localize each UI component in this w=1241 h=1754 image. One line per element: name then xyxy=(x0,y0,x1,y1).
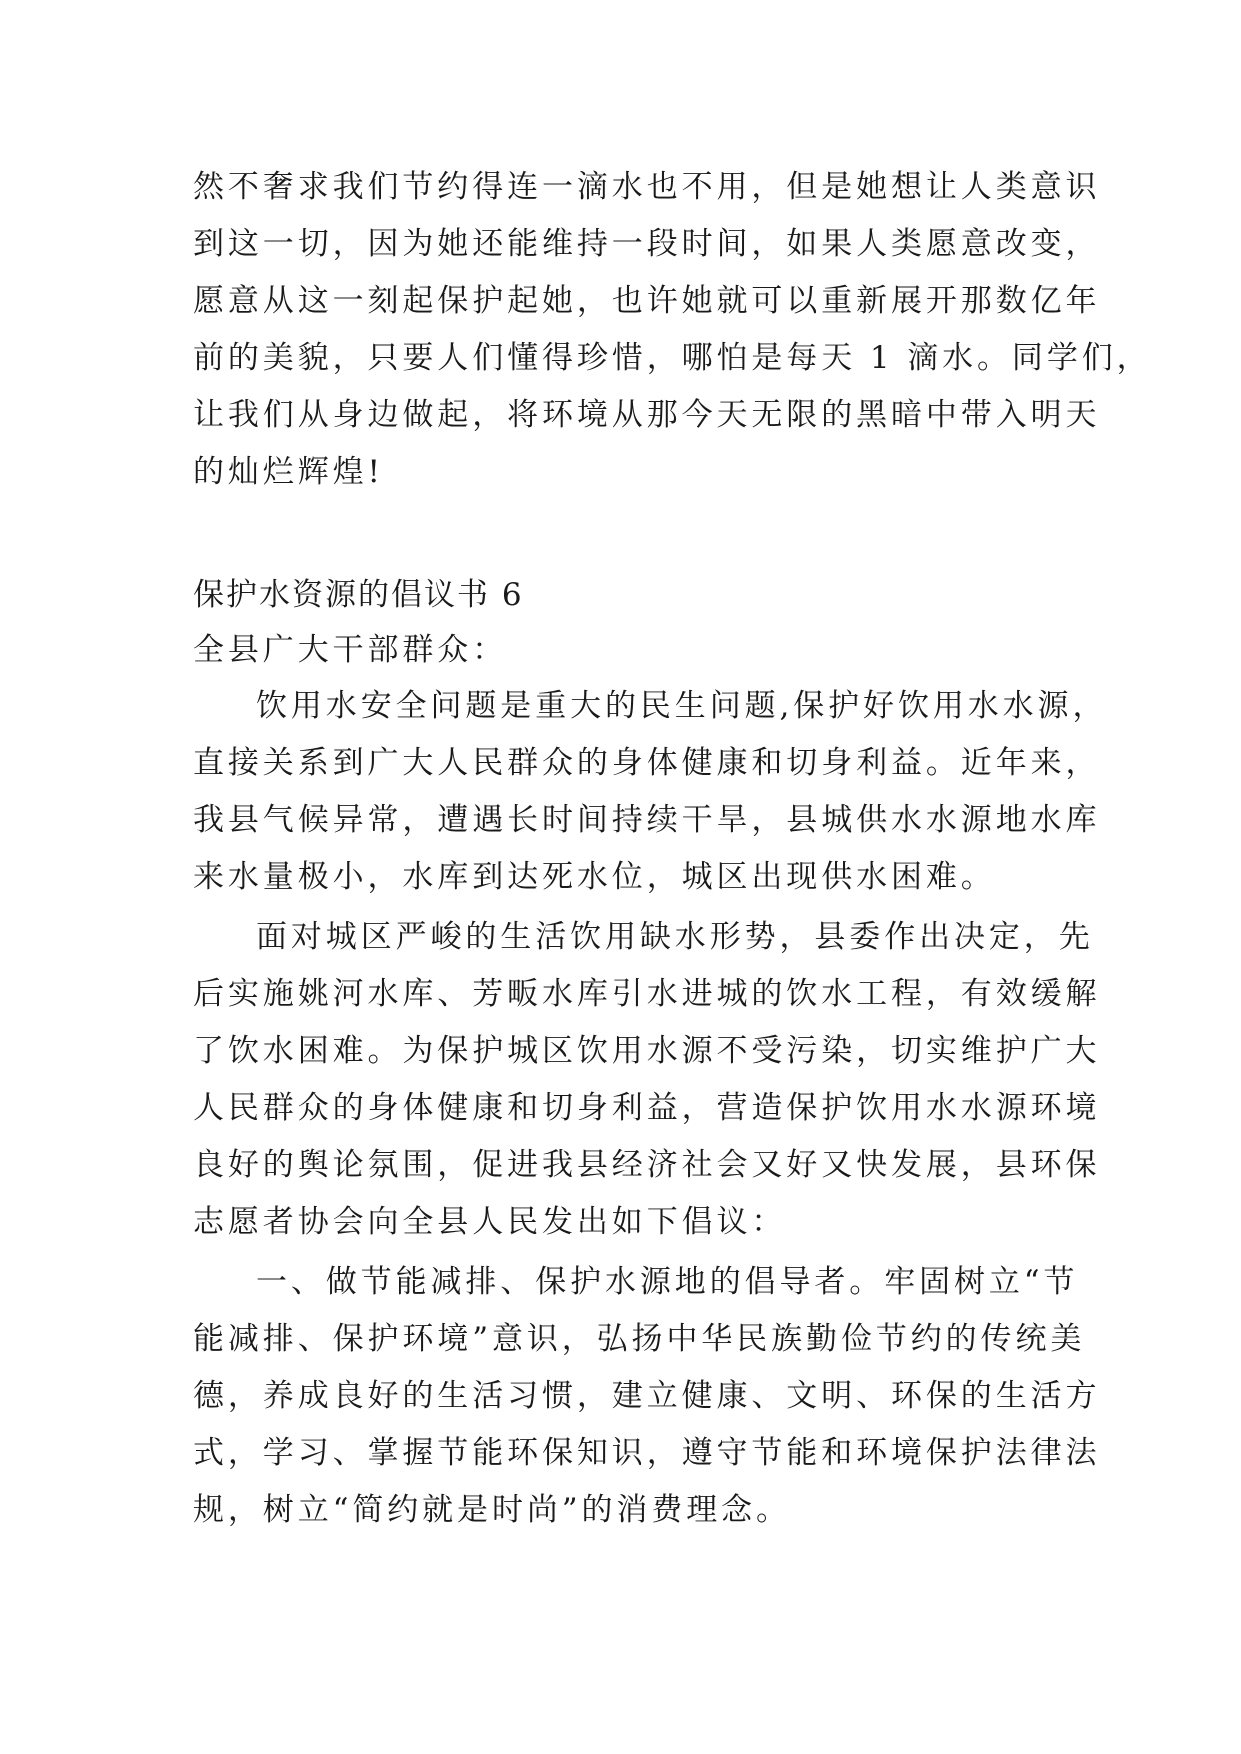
text-line: 一、做节能减排、保护水源地的倡导者。牢固树立“节 xyxy=(256,1264,1079,1300)
text-line: 来水量极小，水库到达死水位，城区出现供水困难。 xyxy=(193,859,996,895)
text-line: 然不奢求我们节约得连一滴水也不用，但是她想让人类意识 xyxy=(193,169,1101,205)
text-line: 我县气候异常，遭遇长时间持续干旱，县城供水水源地水库 xyxy=(193,802,1101,838)
text-line: 能减排、保护环境”意识，弘扬中华民族勤俭节约的传统美 xyxy=(193,1321,1086,1357)
text-line: 良好的舆论氛围，促进我县经济社会又好又快发展，县环保 xyxy=(193,1147,1101,1183)
text-line: 饮用水安全问题是重大的民生问题,保护好饮用水水源， xyxy=(256,688,1108,724)
text-line: 了饮水困难。为保护城区饮用水源不受污染，切实维护广大 xyxy=(193,1033,1101,1069)
section-title: 保护水资源的倡议书 6 xyxy=(193,577,524,613)
text-line: 让我们从身边做起，将环境从那今天无限的黑暗中带入明天 xyxy=(193,397,1101,433)
text-line: 愿意从这一刻起保护起她，也许她就可以重新展开那数亿年 xyxy=(193,283,1101,319)
text-line: 人民群众的身体健康和切身利益，营造保护饮用水水源环境 xyxy=(193,1090,1101,1126)
text-line: 面对城区严峻的生活饮用缺水形势，县委作出决定，先 xyxy=(256,919,1094,955)
text-line: 直接关系到广大人民群众的身体健康和切身利益。近年来， xyxy=(193,745,1101,781)
text-line: 的灿烂辉煌! xyxy=(193,454,384,490)
text-line: 到这一切，因为她还能维持一段时间，如果人类愿意改变， xyxy=(193,226,1101,262)
text-line: 德，养成良好的生活习惯，建立健康、文明、环保的生活方 xyxy=(193,1378,1101,1414)
text-line: 式，学习、掌握节能环保知识，遵守节能和环境保护法律法 xyxy=(193,1435,1101,1471)
text-line: 后实施姚河水库、芳畈水库引水进城的饮水工程，有效缓解 xyxy=(193,976,1101,1012)
salutation: 全县广大干部群众： xyxy=(193,632,508,668)
text-line: 规，树立“简约就是时尚”的消费理念。 xyxy=(193,1492,791,1528)
text-line: 志愿者协会向全县人民发出如下倡议： xyxy=(193,1204,787,1240)
text-line: 前的美貌，只要人们懂得珍惜，哪怕是每天 1 滴水。同学们， xyxy=(193,340,1152,376)
